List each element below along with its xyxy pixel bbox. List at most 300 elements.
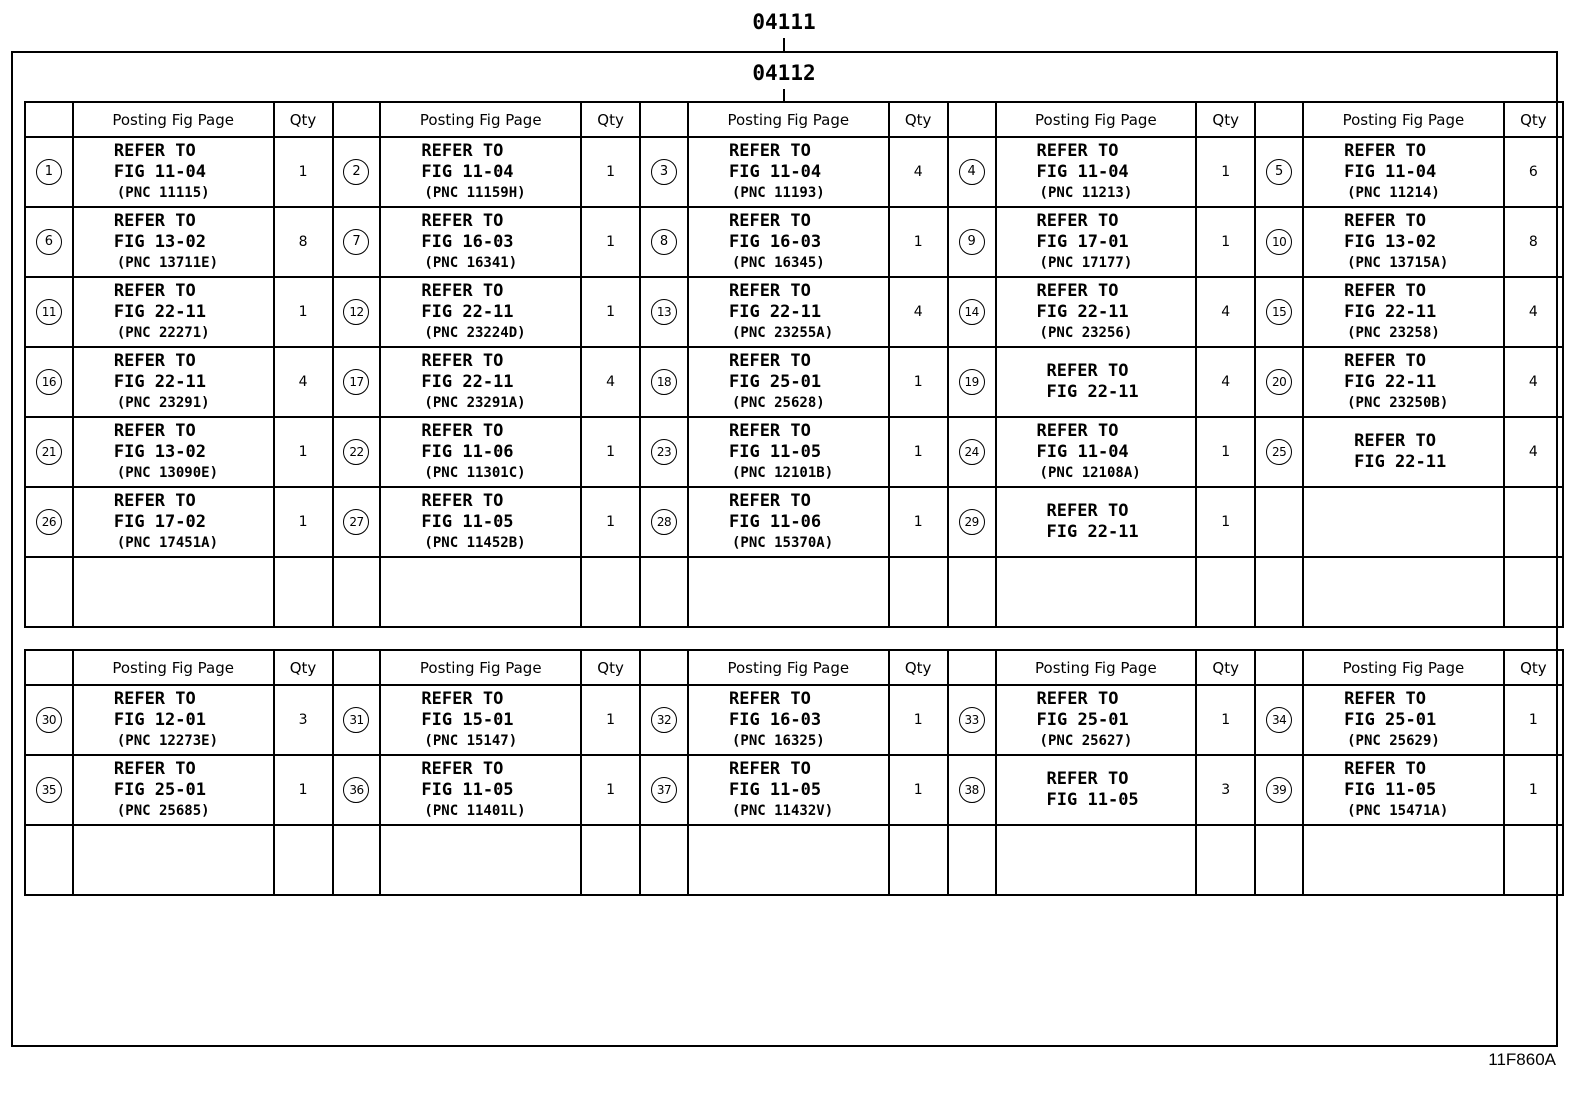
qty-value: 1 bbox=[581, 137, 640, 207]
pnc-code: (PNC 25685) bbox=[116, 803, 210, 819]
reference-cell bbox=[688, 347, 889, 417]
qty-value: 8 bbox=[274, 207, 333, 277]
empty-cell bbox=[1196, 557, 1255, 627]
header-index-cell bbox=[25, 102, 73, 137]
callout-cell bbox=[333, 487, 381, 557]
qty-value: 1 bbox=[1196, 207, 1255, 277]
callout-number: 9 bbox=[959, 229, 985, 255]
refer-to-text: REFER TO bbox=[1046, 501, 1129, 521]
qty-value: 1 bbox=[581, 487, 640, 557]
callout-cell bbox=[640, 487, 688, 557]
refer-to-text: REFER TO bbox=[1036, 281, 1119, 301]
refer-to-text: REFER TO bbox=[1354, 431, 1436, 451]
fig-reference: FIG 11-04 bbox=[421, 162, 514, 182]
reference-cell bbox=[73, 685, 274, 755]
callout-number: 29 bbox=[959, 509, 985, 535]
table-row bbox=[25, 685, 1563, 755]
callout-cell bbox=[640, 685, 688, 755]
callout-cell bbox=[1255, 417, 1303, 487]
fig-reference: FIG 11-05 bbox=[421, 780, 514, 800]
callout-cell bbox=[25, 137, 73, 207]
reference-cell bbox=[688, 487, 889, 557]
callout-cell bbox=[1255, 137, 1303, 207]
reference-cell bbox=[996, 207, 1197, 277]
reference-cell bbox=[1303, 685, 1504, 755]
qty-value: 4 bbox=[274, 347, 333, 417]
qty-value: 1 bbox=[581, 417, 640, 487]
callout-cell bbox=[640, 347, 688, 417]
pnc-code: (PNC 11115) bbox=[116, 185, 210, 201]
empty-cell bbox=[688, 557, 889, 627]
refer-to-text: REFER TO bbox=[421, 281, 504, 301]
refer-to-text: REFER TO bbox=[113, 759, 196, 779]
table-row bbox=[25, 487, 1563, 557]
header-posting-fig-page: Posting Fig Page bbox=[1303, 102, 1504, 137]
header-index-cell bbox=[1255, 102, 1303, 137]
qty-value: 1 bbox=[274, 487, 333, 557]
header-qty: Qty bbox=[581, 102, 640, 137]
reference-cell bbox=[73, 277, 274, 347]
callout-cell bbox=[333, 207, 381, 277]
empty-row bbox=[25, 825, 1563, 895]
empty-cell bbox=[333, 557, 381, 627]
fig-reference: FIG 11-05 bbox=[1046, 790, 1139, 810]
refer-to-text: REFER TO bbox=[728, 141, 811, 161]
callout-cell bbox=[25, 685, 73, 755]
qty-value: 1 bbox=[889, 685, 948, 755]
empty-cell bbox=[889, 825, 948, 895]
refer-to-text: REFER TO bbox=[113, 491, 196, 511]
table-row bbox=[25, 277, 1563, 347]
pnc-code: (PNC 25628) bbox=[731, 395, 825, 411]
fig-reference: FIG 22-11 bbox=[1344, 372, 1437, 392]
pnc-code: (PNC 13711E) bbox=[116, 255, 219, 271]
reference-cell bbox=[380, 137, 581, 207]
reference-cell bbox=[1303, 487, 1504, 557]
qty-value: 3 bbox=[1196, 755, 1255, 825]
pnc-code: (PNC 23256) bbox=[1039, 325, 1133, 341]
callout-number: 28 bbox=[651, 509, 677, 535]
empty-cell bbox=[380, 825, 581, 895]
header-qty: Qty bbox=[889, 102, 948, 137]
fig-reference: FIG 11-04 bbox=[113, 162, 206, 182]
reference-cell bbox=[996, 277, 1197, 347]
callout-cell bbox=[640, 755, 688, 825]
callout-cell bbox=[25, 207, 73, 277]
pnc-code: (PNC 12108A) bbox=[1039, 465, 1141, 481]
callout-cell bbox=[25, 487, 73, 557]
refer-to-text: REFER TO bbox=[113, 141, 196, 161]
callout-number: 23 bbox=[651, 439, 677, 465]
reference-cell bbox=[73, 347, 274, 417]
pnc-code: (PNC 13715A) bbox=[1347, 255, 1449, 271]
pnc-code: (PNC 13090E) bbox=[116, 465, 219, 481]
callout-number: 12 bbox=[343, 299, 369, 325]
refer-to-text: REFER TO bbox=[728, 211, 811, 231]
callout-cell bbox=[948, 137, 996, 207]
callout-cell bbox=[640, 207, 688, 277]
callout-number: 37 bbox=[651, 777, 677, 803]
callout-number: 20 bbox=[1266, 369, 1292, 395]
fig-reference: FIG 11-05 bbox=[728, 780, 822, 800]
callout-number: 39 bbox=[1266, 777, 1292, 803]
parts-table-2 bbox=[24, 649, 1564, 896]
empty-cell bbox=[1303, 557, 1504, 627]
header-index-cell bbox=[948, 650, 996, 685]
fig-reference: FIG 25-01 bbox=[728, 372, 822, 392]
callout-cell bbox=[25, 347, 73, 417]
refer-to-text: REFER TO bbox=[728, 759, 811, 779]
callout-number: 35 bbox=[36, 777, 62, 803]
reference-cell bbox=[380, 347, 581, 417]
empty-cell bbox=[996, 825, 1197, 895]
reference-cell bbox=[688, 417, 889, 487]
pnc-code: (PNC 23250B) bbox=[1347, 395, 1449, 411]
empty-cell bbox=[73, 825, 274, 895]
reference-cell bbox=[1303, 137, 1504, 207]
callout-cell bbox=[333, 277, 381, 347]
refer-to-text: REFER TO bbox=[728, 491, 811, 511]
refer-to-text: REFER TO bbox=[1036, 689, 1119, 709]
header-posting-fig-page: Posting Fig Page bbox=[73, 102, 274, 137]
fig-reference: FIG 17-02 bbox=[113, 512, 206, 532]
callout-number: 22 bbox=[343, 439, 369, 465]
qty-value: 1 bbox=[581, 277, 640, 347]
fig-reference: FIG 22-11 bbox=[728, 302, 822, 322]
pnc-code: (PNC 11401L) bbox=[424, 803, 526, 819]
empty-cell bbox=[333, 825, 381, 895]
callout-number: 36 bbox=[343, 777, 369, 803]
qty-value: 1 bbox=[274, 755, 333, 825]
refer-to-text: REFER TO bbox=[113, 281, 196, 301]
qty-value: 1 bbox=[1196, 417, 1255, 487]
fig-reference: FIG 22-11 bbox=[1354, 452, 1447, 472]
qty-value: 1 bbox=[274, 277, 333, 347]
refer-to-text: REFER TO bbox=[1344, 689, 1426, 709]
qty-value bbox=[1504, 487, 1563, 557]
callout-cell bbox=[25, 417, 73, 487]
empty-cell bbox=[889, 557, 948, 627]
header-index-cell bbox=[640, 650, 688, 685]
qty-value: 4 bbox=[1504, 277, 1563, 347]
fig-reference: FIG 22-11 bbox=[421, 372, 514, 392]
qty-value: 1 bbox=[889, 755, 948, 825]
pnc-code: (PNC 23255A) bbox=[731, 325, 834, 341]
callout-cell bbox=[1255, 487, 1303, 557]
qty-value: 1 bbox=[889, 207, 948, 277]
callout-number: 26 bbox=[36, 509, 62, 535]
reference-cell bbox=[1303, 207, 1504, 277]
empty-cell bbox=[640, 825, 688, 895]
pnc-code: (PNC 12273E) bbox=[116, 733, 219, 749]
pnc-code: (PNC 11193) bbox=[731, 185, 825, 201]
fig-reference: FIG 13-02 bbox=[113, 442, 206, 462]
fig-reference: FIG 17-01 bbox=[1036, 232, 1129, 252]
reference-cell bbox=[380, 685, 581, 755]
fig-reference: FIG 22-11 bbox=[113, 372, 206, 392]
reference-cell bbox=[996, 137, 1197, 207]
fig-reference: FIG 11-04 bbox=[728, 162, 822, 182]
refer-to-text: REFER TO bbox=[113, 351, 196, 371]
empty-row bbox=[25, 557, 1563, 627]
header-posting-fig-page: Posting Fig Page bbox=[73, 650, 274, 685]
callout-number: 13 bbox=[651, 299, 677, 325]
callout-number: 34 bbox=[1266, 707, 1292, 733]
fig-reference: FIG 22-11 bbox=[113, 302, 206, 322]
pnc-code: (PNC 11213) bbox=[1039, 185, 1133, 201]
reference-cell bbox=[73, 487, 274, 557]
fig-reference: FIG 15-01 bbox=[421, 710, 514, 730]
callout-cell bbox=[640, 417, 688, 487]
header-index-cell bbox=[25, 650, 73, 685]
reference-cell bbox=[688, 207, 889, 277]
reference-cell bbox=[1303, 755, 1504, 825]
header-posting-fig-page: Posting Fig Page bbox=[688, 650, 889, 685]
qty-value: 1 bbox=[274, 417, 333, 487]
pnc-code: (PNC 23258) bbox=[1347, 325, 1440, 341]
callout-number: 7 bbox=[343, 229, 369, 255]
pnc-code: (PNC 12101B) bbox=[731, 465, 834, 481]
fig-reference: FIG 22-11 bbox=[1036, 302, 1129, 322]
qty-value: 4 bbox=[1196, 277, 1255, 347]
header-index-cell bbox=[640, 102, 688, 137]
callout-number: 15 bbox=[1266, 299, 1292, 325]
callout-cell bbox=[948, 207, 996, 277]
pnc-code: (PNC 15471A) bbox=[1347, 803, 1449, 819]
reference-cell bbox=[380, 207, 581, 277]
pnc-code: (PNC 16325) bbox=[731, 733, 825, 749]
qty-value: 1 bbox=[1504, 685, 1563, 755]
pnc-code: (PNC 16341) bbox=[424, 255, 518, 271]
header-row bbox=[25, 650, 1563, 685]
fig-reference: FIG 22-11 bbox=[1046, 522, 1139, 542]
callout-cell bbox=[333, 137, 381, 207]
pnc-code: (PNC 17177) bbox=[1039, 255, 1133, 271]
pnc-code: (PNC 11301C) bbox=[424, 465, 526, 481]
pnc-code: (PNC 25629) bbox=[1347, 733, 1440, 749]
refer-to-text: REFER TO bbox=[421, 421, 504, 441]
empty-cell bbox=[1255, 557, 1303, 627]
fig-reference: FIG 22-11 bbox=[421, 302, 514, 322]
reference-cell bbox=[73, 417, 274, 487]
fig-reference: FIG 11-06 bbox=[421, 442, 514, 462]
empty-cell bbox=[274, 557, 333, 627]
callout-cell bbox=[640, 277, 688, 347]
fig-reference: FIG 11-06 bbox=[728, 512, 822, 532]
fig-reference: FIG 25-01 bbox=[113, 780, 206, 800]
empty-cell bbox=[948, 825, 996, 895]
pnc-code: (PNC 16345) bbox=[731, 255, 825, 271]
callout-number: 6 bbox=[36, 229, 62, 255]
reference-cell bbox=[996, 417, 1197, 487]
table-row bbox=[25, 347, 1563, 417]
empty-cell bbox=[73, 557, 274, 627]
fig-reference: FIG 16-03 bbox=[421, 232, 514, 252]
fig-reference: FIG 22-11 bbox=[1046, 382, 1139, 402]
empty-cell bbox=[996, 557, 1197, 627]
callout-cell bbox=[25, 277, 73, 347]
refer-to-text: REFER TO bbox=[421, 141, 504, 161]
qty-value: 1 bbox=[889, 487, 948, 557]
reference-cell bbox=[688, 137, 889, 207]
callout-number: 33 bbox=[959, 707, 985, 733]
parts-table-1 bbox=[24, 101, 1564, 628]
empty-cell bbox=[25, 825, 73, 895]
pnc-code: (PNC 15147) bbox=[424, 733, 518, 749]
qty-value: 1 bbox=[1196, 487, 1255, 557]
fig-reference: FIG 11-04 bbox=[1036, 442, 1129, 462]
callout-cell bbox=[333, 417, 381, 487]
header-index-cell bbox=[1255, 650, 1303, 685]
empty-cell bbox=[948, 557, 996, 627]
header-posting-fig-page: Posting Fig Page bbox=[996, 650, 1197, 685]
reference-cell bbox=[73, 207, 274, 277]
refer-to-text: REFER TO bbox=[1046, 769, 1129, 789]
callout-cell bbox=[333, 755, 381, 825]
empty-cell bbox=[25, 557, 73, 627]
callout-number: 5 bbox=[1266, 159, 1292, 185]
empty-cell bbox=[1504, 557, 1563, 627]
qty-value: 1 bbox=[274, 137, 333, 207]
pnc-code: (PNC 11159H) bbox=[424, 185, 526, 201]
callout-number: 19 bbox=[959, 369, 985, 395]
fig-reference: FIG 25-01 bbox=[1036, 710, 1129, 730]
pnc-code: (PNC 11432V) bbox=[731, 803, 834, 819]
qty-value: 4 bbox=[1196, 347, 1255, 417]
qty-value: 1 bbox=[581, 207, 640, 277]
refer-to-text: REFER TO bbox=[421, 759, 504, 779]
reference-cell bbox=[380, 277, 581, 347]
callout-cell bbox=[948, 347, 996, 417]
header-index-cell bbox=[333, 102, 381, 137]
callout-cell bbox=[1255, 685, 1303, 755]
reference-cell bbox=[380, 755, 581, 825]
callout-cell bbox=[25, 755, 73, 825]
refer-to-text: REFER TO bbox=[113, 211, 196, 231]
header-posting-fig-page: Posting Fig Page bbox=[996, 102, 1197, 137]
table-row bbox=[25, 207, 1563, 277]
qty-value: 8 bbox=[1504, 207, 1563, 277]
callout-cell bbox=[640, 137, 688, 207]
empty-cell bbox=[1255, 825, 1303, 895]
reference-cell bbox=[1303, 417, 1504, 487]
refer-to-text: REFER TO bbox=[1036, 211, 1119, 231]
callout-number: 17 bbox=[343, 369, 369, 395]
fig-reference: FIG 11-04 bbox=[1344, 162, 1437, 182]
table-row bbox=[25, 137, 1563, 207]
callout-number: 21 bbox=[36, 439, 62, 465]
drawing-code: 11F860A bbox=[1488, 1050, 1556, 1069]
qty-value: 4 bbox=[889, 137, 948, 207]
qty-value: 4 bbox=[581, 347, 640, 417]
callout-number: 4 bbox=[959, 159, 985, 185]
header-qty: Qty bbox=[889, 650, 948, 685]
empty-cell bbox=[1196, 825, 1255, 895]
refer-to-text: REFER TO bbox=[1344, 281, 1426, 301]
callout-number: 2 bbox=[343, 159, 369, 185]
callout-cell bbox=[948, 277, 996, 347]
refer-to-text: REFER TO bbox=[113, 421, 196, 441]
callout-number: 31 bbox=[343, 707, 369, 733]
header-qty: Qty bbox=[274, 650, 333, 685]
qty-value: 4 bbox=[1504, 417, 1563, 487]
qty-value: 1 bbox=[1196, 685, 1255, 755]
empty-cell bbox=[1303, 825, 1504, 895]
refer-to-text: REFER TO bbox=[421, 211, 504, 231]
fig-reference: FIG 11-05 bbox=[1344, 780, 1437, 800]
empty-cell bbox=[640, 557, 688, 627]
refer-to-text: REFER TO bbox=[728, 351, 811, 371]
refer-to-text: REFER TO bbox=[421, 689, 504, 709]
callout-number: 1 bbox=[36, 159, 62, 185]
fig-reference: FIG 11-05 bbox=[728, 442, 822, 462]
pnc-code: (PNC 11214) bbox=[1347, 185, 1440, 201]
callout-number: 11 bbox=[36, 299, 62, 325]
qty-value: 3 bbox=[274, 685, 333, 755]
empty-cell bbox=[581, 557, 640, 627]
callout-number: 27 bbox=[343, 509, 369, 535]
callout-cell bbox=[948, 755, 996, 825]
refer-to-text: REFER TO bbox=[1344, 211, 1426, 231]
callout-number: 25 bbox=[1266, 439, 1292, 465]
header-qty: Qty bbox=[1504, 102, 1563, 137]
pnc-code: (PNC 11452B) bbox=[424, 535, 526, 551]
pnc-code: (PNC 15370A) bbox=[731, 535, 834, 551]
header-qty: Qty bbox=[274, 102, 333, 137]
fig-reference: FIG 12-01 bbox=[113, 710, 206, 730]
refer-to-text: REFER TO bbox=[113, 689, 196, 709]
callout-cell bbox=[333, 347, 381, 417]
callout-number: 38 bbox=[959, 777, 985, 803]
pnc-code: (PNC 25627) bbox=[1039, 733, 1133, 749]
refer-to-text: REFER TO bbox=[421, 491, 504, 511]
header-posting-fig-page: Posting Fig Page bbox=[380, 102, 581, 137]
reference-cell bbox=[1303, 277, 1504, 347]
refer-to-text: REFER TO bbox=[1046, 361, 1129, 381]
callout-cell bbox=[948, 487, 996, 557]
qty-value: 4 bbox=[1504, 347, 1563, 417]
header-posting-fig-page: Posting Fig Page bbox=[688, 102, 889, 137]
header-qty: Qty bbox=[1504, 650, 1563, 685]
header-index-cell bbox=[948, 102, 996, 137]
refer-to-text: REFER TO bbox=[728, 689, 811, 709]
callout-cell bbox=[948, 417, 996, 487]
refer-to-text: REFER TO bbox=[728, 281, 811, 301]
fig-reference: FIG 13-02 bbox=[1344, 232, 1437, 252]
callout-number: 24 bbox=[959, 439, 985, 465]
callout-number: 10 bbox=[1266, 229, 1292, 255]
fig-reference: FIG 13-02 bbox=[113, 232, 206, 252]
callout-cell bbox=[1255, 277, 1303, 347]
callout-number: 30 bbox=[36, 707, 62, 733]
reference-cell bbox=[996, 755, 1197, 825]
qty-value: 1 bbox=[581, 755, 640, 825]
empty-cell bbox=[380, 557, 581, 627]
reference-cell bbox=[380, 487, 581, 557]
callout-cell bbox=[333, 685, 381, 755]
callout-number: 3 bbox=[651, 159, 677, 185]
refer-to-text: REFER TO bbox=[1036, 421, 1119, 441]
refer-to-text: REFER TO bbox=[1036, 141, 1119, 161]
leader-line-04111 bbox=[783, 38, 785, 51]
qty-value: 1 bbox=[1504, 755, 1563, 825]
refer-to-text: REFER TO bbox=[421, 351, 504, 371]
pnc-code: (PNC 22271) bbox=[116, 325, 210, 341]
pnc-code: (PNC 23224D) bbox=[424, 325, 526, 341]
empty-cell bbox=[1504, 825, 1563, 895]
pnc-code: (PNC 17451A) bbox=[116, 535, 219, 551]
reference-cell bbox=[688, 685, 889, 755]
